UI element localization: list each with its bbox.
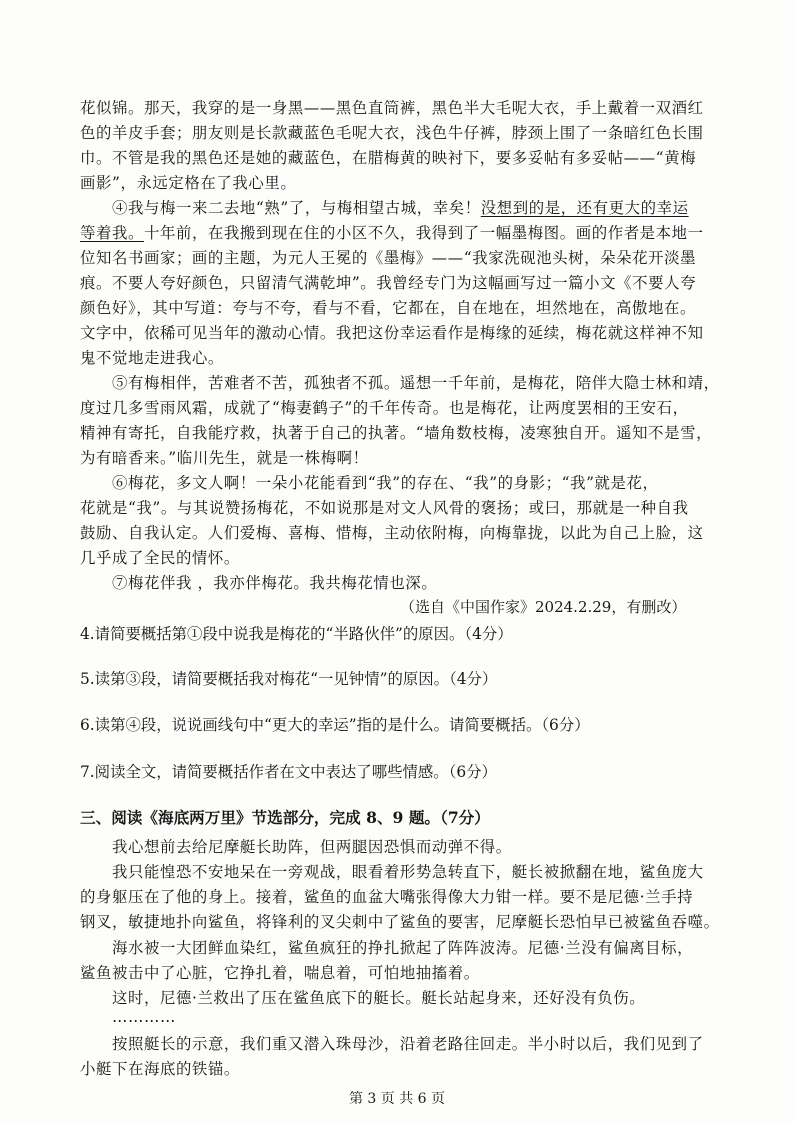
section-3-line: 鲨鱼被击中了心脏，它挣扎着，喘息着，可怕地抽搐着。 — [80, 964, 480, 982]
paragraph-4-line: 痕。不要人夸好颜色，只留清气满乾坤”。我曾经专门为这幅画写过一篇小文《不要人夸 — [80, 274, 697, 292]
passage-line: 色的羊皮手套；朋友则是长款藏蓝色毛呢大衣，浅色牛仔裤，脖颈上围了一条暗红色长围 — [80, 124, 704, 142]
question-5: 5.读第③段，请简要概括我对梅花“一见钟情”的原因。（4分） — [80, 670, 498, 688]
paragraph-4-line: 颜色好》，其中写道：夸与不夸，看与不看，它都在，自在地在，坦然地在，高傲地在。 — [80, 299, 696, 317]
paragraph-4-line — [80, 221, 704, 243]
paragraph-4-line: 位知名书画家；画的主题，为元人王冕的《墨梅》——“我家洗砚池头树，朵朵花开淡墨 — [80, 249, 697, 267]
section-3-heading: 三、阅读《海底两万里》节选部分，完成 8、9 题。（7分） — [80, 808, 490, 827]
question-4: 4.请简要概括第①段中说我是梅花的“半路伙伴”的原因。（4分） — [80, 625, 513, 643]
underlined-sentence: 等着我。 — [80, 224, 144, 242]
section-3-line: 的身躯压在了他的身上。接着，鲨鱼的血盆大嘴张得像大力钳一样。要不是尼德·兰手持 — [80, 888, 694, 906]
paragraph-5-line: 为有暗香来。”临川先生，就是一株梅啊！ — [80, 449, 369, 467]
question-7: 7.阅读全文，请简要概括作者在文中表达了哪些情感。（6分） — [80, 763, 497, 781]
underlined-sentence: 没想到的是，还有更大的幸运 — [480, 199, 689, 217]
section-3-line: 海水被一大团鲜血染红，鲨鱼疯狂的挣扎掀起了阵阵波涛。尼德·兰没有偏离目标， — [112, 939, 694, 957]
paragraph-6-line: 几乎成了全民的情怀。 — [80, 549, 240, 567]
section-3-line: 我只能惶恐不安地呆在一旁观战，眼看着形势急转直下，艇长被掀翻在地，鲨鱼庞大 — [112, 863, 704, 881]
question-6: 6.读第④段，说说画线句中“更大的幸运”指的是什么。请简要概括。（6分） — [80, 716, 590, 734]
paragraph-5-line: 精神有寄托，自我能疗救，执著于自己的执著。“墙角数枝梅，凌寒独自开。遥知不是雪， — [80, 424, 713, 442]
section-3-line: 按照艇长的示意，我们重又潜入珠母沙，沿着老路往回走。半小时以后，我们见到了 — [112, 1035, 704, 1053]
section-3-line: 这时，尼德·兰救出了压在鲨鱼底下的艇长。艇长站起身来，还好没有负伤。 — [112, 989, 646, 1007]
paragraph-6-line: 鼓励、自我认定。人们爱梅、喜梅、惜梅，主动依附梅，向梅靠拢，以此为自己上脸，这 — [80, 524, 704, 542]
source-citation: （选自《中国作家》2024.2.29，有删改） — [400, 598, 687, 616]
paragraph-4-line — [112, 196, 689, 218]
passage-line: 花似锦。那天，我穿的是一身黑——黑色直筒裤，黑色半大毛呢大衣，手上戴着一双酒红 — [80, 99, 704, 117]
paragraph-6-line: ⑥梅花，多文人啊！一朵小花能看到“我”的存在、“我”的身影；“我”就是花， — [112, 474, 659, 492]
ellipsis: ………… — [112, 1008, 176, 1026]
paragraph-5-line: ⑤有梅相伴，苦难者不苦，孤独者不孤。遥想一千年前，是梅花，陪伴大隐士林和靖， — [112, 374, 720, 392]
passage-line: 画影”，永远定格在了我心里。 — [80, 174, 297, 192]
section-3-line: 钢叉，敏捷地扑向鲨鱼，将锋利的叉尖刺中了鲨鱼的要害，尼摩艇长恐怕早已被鲨鱼吞噬。 — [80, 913, 720, 931]
paragraph-5-line: 度过几多雪雨风霜，成就了“梅妻鹤子”的千年传奇。也是梅花，让两度罢相的王安石， — [80, 399, 689, 417]
paragraph-6-line: 花就是“我”。与其说赞扬梅花，不如说那是对文人风骨的褒扬；或曰，那就是一种自我 — [80, 499, 689, 517]
page-footer: 第 3 页 共 6 页 — [348, 1091, 446, 1107]
section-3-line: 小艇下在海底的铁锚。 — [80, 1060, 240, 1078]
passage-line: 巾。不管是我的黑色还是她的藏蓝色，在腊梅黄的映衬下，要多妥帖有多妥帖——“黄梅 — [80, 149, 697, 167]
paragraph-4-text: 十年前，在我搬到现在住的小区不久，我得到了一幅墨梅图。画的作者是本地一 — [143, 224, 704, 242]
paragraph-4-line: 文字中，依稀可见当年的激动心情。我把这份幸运看作是梅缘的延续，梅花就这样神不知 — [80, 324, 704, 342]
paragraph-7-line: ⑦梅花伴我 ，我亦伴梅花。我共梅花情也深。 — [112, 574, 438, 592]
paragraph-4-line: 鬼不觉地走进我心。 — [80, 349, 224, 367]
section-3-line: 我心想前去给尼摩艇长助阵，但两腿因恐惧而动弹不得。 — [112, 838, 512, 856]
paragraph-4-text: ④我与梅一来二去地“熟”了，与梅相望古城，幸矣！ — [112, 199, 481, 217]
